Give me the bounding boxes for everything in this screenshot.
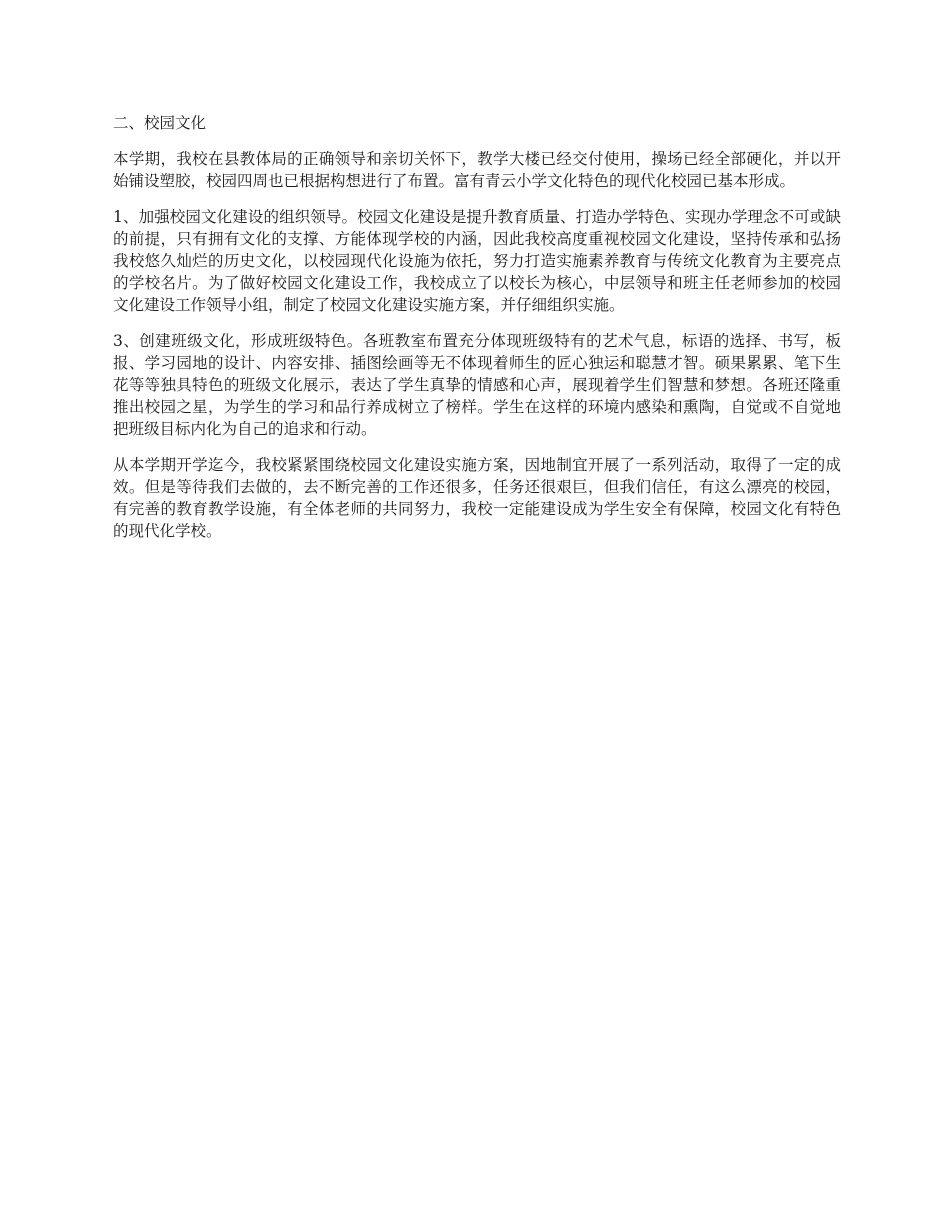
paragraph-class-culture: 3、创建班级文化，形成班级特色。各班教室布置充分体现班级特有的艺术气息，标语的选择、书写，板报、学习园地的设计、内容安排、插图绘画等无不体现着师生的匠心独运和聪慧才智。硕果累累、笔下生花等等独具特色的班级文化展示，表达了学生真挚的情感和心声，展现着学生们智慧和梦想。各班还隆重推出校园之星，为学生的学习和品行养成树立了榜样。学生在这样的环境内感染和熏陶，自觉或不自觉地把班级目标内化为自己的追求和行动。 — [113, 332, 841, 438]
paragraph-intro: 本学期，我校在县教体局的正确领导和亲切关怀下，教学大楼已经交付使用，操场已经全部硬化，并以开始铺设塑胶，校园四周也已根据构想进行了布置。富有青云小学文化特色的现代化校园已基本形成。 — [113, 150, 841, 190]
document-body — [113, 112, 841, 556]
paragraph-organization-leadership: 1、加强校园文化建设的组织领导。校园文化建设是提升教育质量、打造办学特色、实现办学理念不可或缺的前提，只有拥有文化的支撑、方能体现学校的内涵，因此我校高度重视校园文化建设，坚持传承和弘扬我校悠久灿烂的历史文化，以校园现代化设施为依托，努力打造实施素养教育与传统文化教育为主要亮点的学校名片。为了做好校园文化建设工作，我校成立了以校长为核心，中层领导和班主任老师参加的校园文化建设工作领导小组，制定了校园文化建设实施方案，并仔细组织实施。 — [113, 208, 841, 314]
section-heading: 二、校园文化 — [113, 114, 207, 132]
paragraph-conclusion: 从本学期开学迄今，我校紧紧围绕校园文化建设实施方案，因地制宜开展了一系列活动，取得了一定的成效。但是等待我们去做的，去不断完善的工作还很多，任务还很艰巨，但我们信任，有这么漂亮的校园，有完善的教育教学设施，有全体老师的共同努力，我校一定能建设成为学生安全有保障，校园文化有特色的现代化学校。 — [113, 456, 841, 540]
